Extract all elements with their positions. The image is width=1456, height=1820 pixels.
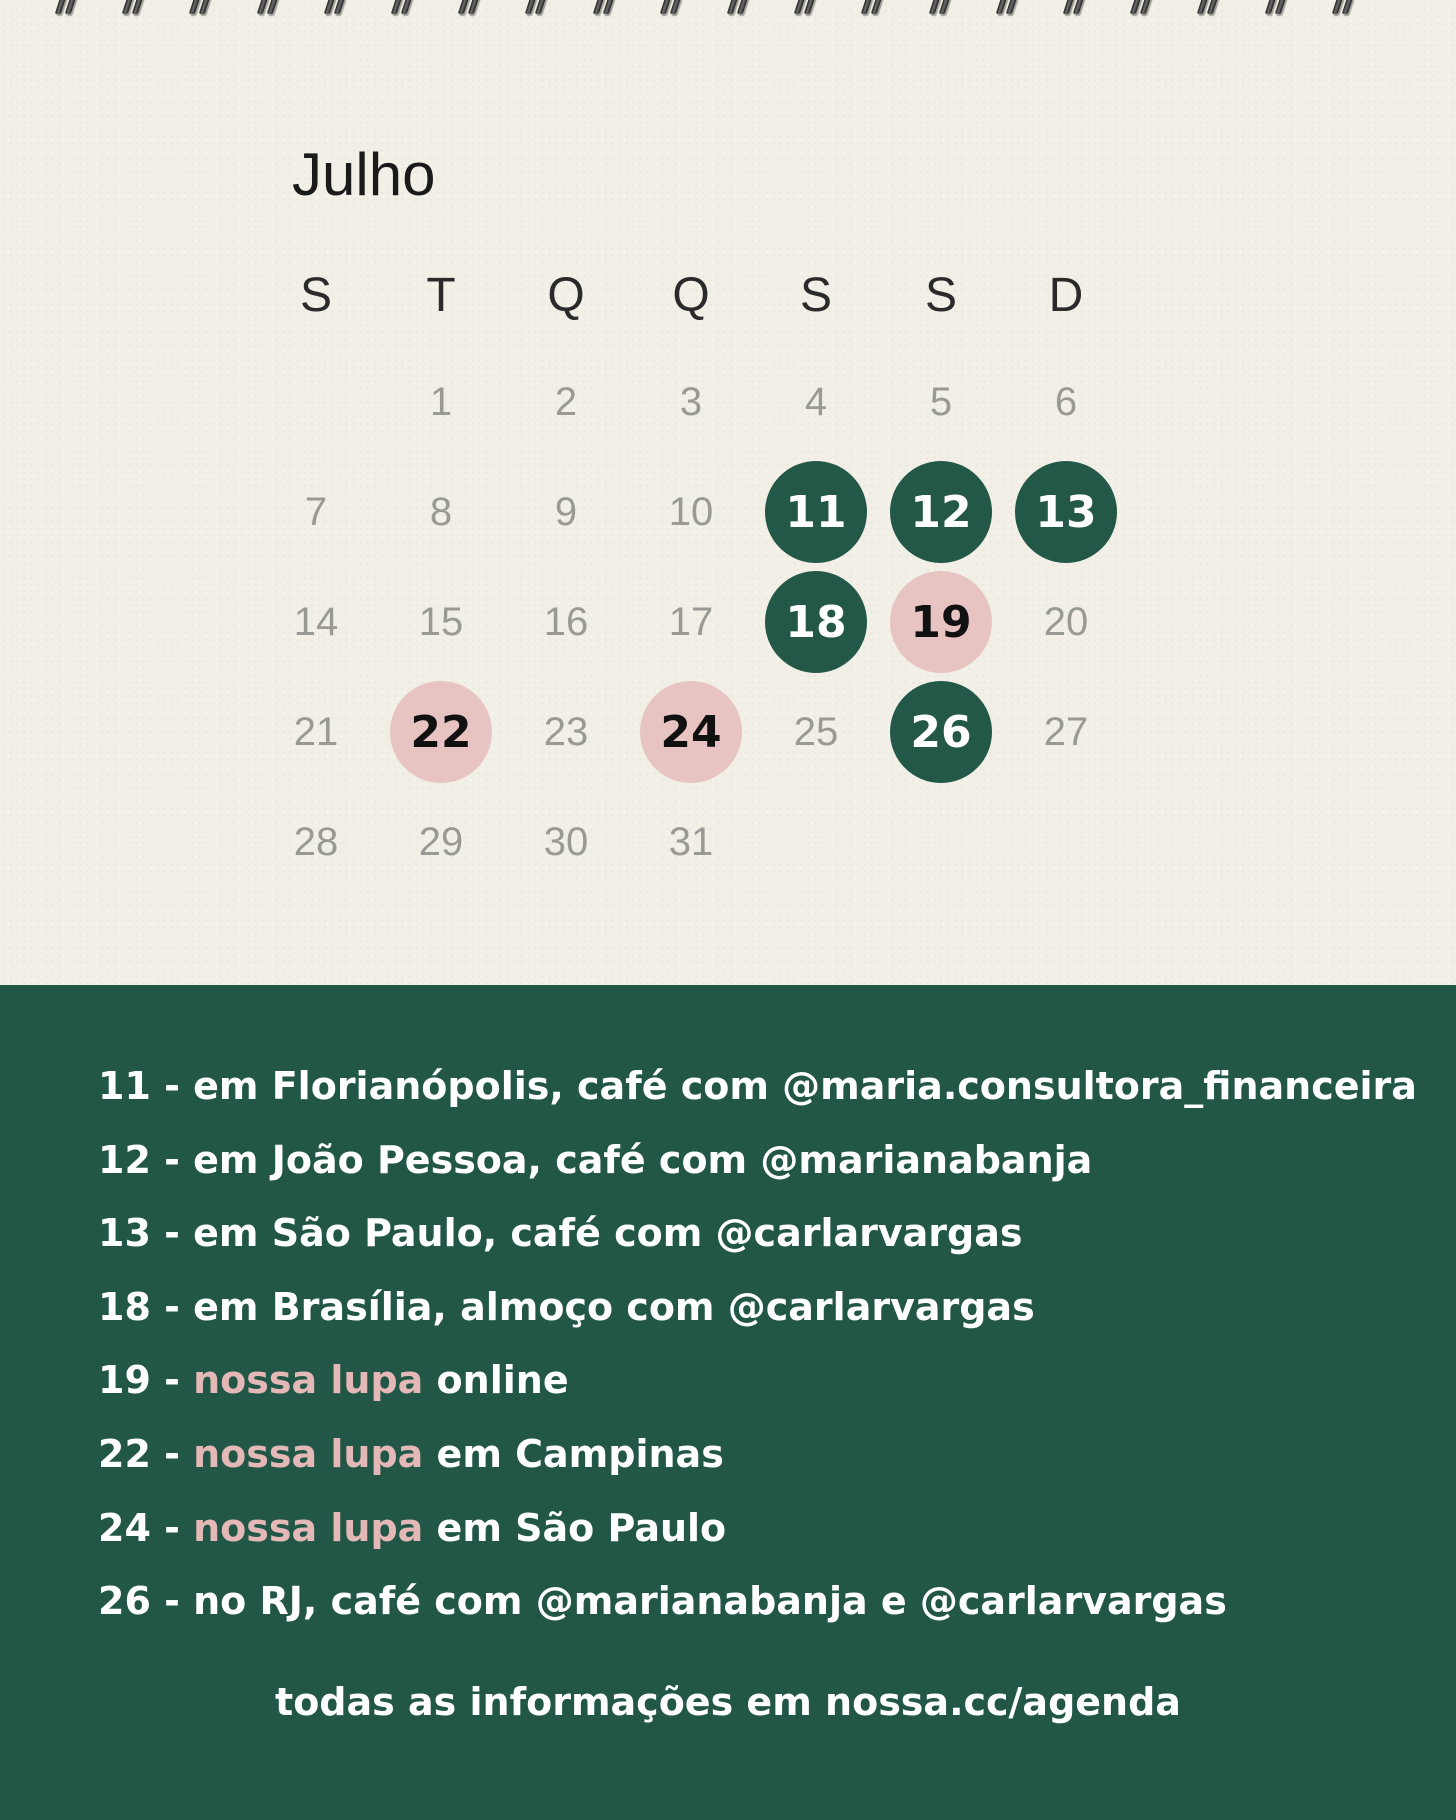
calendar-day-event: 19 — [890, 571, 992, 673]
event-date: 24 - — [98, 1505, 194, 1550]
event-date: 22 - — [98, 1431, 194, 1476]
calendar-day: 14 — [293, 599, 339, 644]
calendar-day: 30 — [543, 819, 589, 864]
event-description: em São Paulo — [423, 1505, 727, 1550]
calendar-day: 9 — [554, 489, 578, 534]
event-item — [98, 1058, 1418, 1132]
event-description: em Florianópolis, café com @maria.consultora_financeira — [193, 1064, 1417, 1108]
event-description: em João Pessoa, café com @marianabanja — [193, 1137, 1093, 1182]
calendar-day-event: 12 — [890, 461, 992, 563]
month-title: Julho — [292, 141, 436, 208]
calendar-day: 2 — [554, 379, 578, 424]
event-date: 11 - — [98, 1064, 194, 1108]
event-item — [98, 1279, 1418, 1353]
calendar-day: 5 — [929, 379, 953, 424]
calendar-day: 7 — [304, 489, 328, 534]
event-description: em Brasília, almoço com @carlarvargas — [193, 1284, 1035, 1329]
calendar-day: 8 — [429, 489, 453, 534]
event-date: 12 - — [98, 1137, 194, 1182]
weekday-label: S — [299, 269, 332, 322]
weekday-label: D — [1048, 269, 1084, 322]
weekday-label: T — [426, 269, 456, 322]
calendar-day-event: 18 — [765, 571, 867, 673]
calendar-day: 29 — [418, 819, 464, 864]
calendar-day: 17 — [668, 599, 714, 644]
footer-link-text: todas as informações em nossa.cc/agenda — [275, 1680, 1181, 1724]
event-item — [98, 1352, 1418, 1426]
calendar-day-event: 13 — [1015, 461, 1117, 563]
event-item — [98, 1500, 1418, 1574]
event-date: 26 - — [98, 1579, 194, 1624]
calendar-day: 1 — [429, 379, 453, 424]
event-item — [98, 1132, 1418, 1206]
event-item — [98, 1426, 1418, 1500]
calendar-day: 31 — [668, 819, 714, 864]
calendar-day-event: 22 — [390, 681, 492, 783]
event-description: em Campinas — [423, 1431, 724, 1476]
calendar-day: 28 — [293, 819, 339, 864]
calendar-day-event: 24 — [640, 681, 742, 783]
calendar-day: 25 — [793, 709, 839, 754]
calendar-day: 10 — [668, 489, 714, 534]
event-highlight: nossa lupa — [193, 1358, 424, 1403]
calendar-day-event: 26 — [890, 681, 992, 783]
weekday-label: S — [924, 269, 957, 322]
calendar-day: 3 — [679, 379, 703, 424]
event-highlight: nossa lupa — [193, 1505, 424, 1550]
event-highlight: nossa lupa — [193, 1431, 424, 1476]
weekday-label: Q — [547, 269, 585, 322]
calendar-day: 4 — [804, 379, 828, 424]
event-date: 18 - — [98, 1284, 194, 1329]
calendar-day: 6 — [1054, 379, 1078, 424]
event-date: 19 - — [98, 1358, 194, 1403]
calendar-day: 21 — [293, 709, 339, 754]
calendar-day: 23 — [543, 709, 589, 754]
event-list — [98, 1058, 1418, 1647]
calendar-day-event: 11 — [765, 461, 867, 563]
event-description: em São Paulo, café com @carlarvargas — [193, 1211, 1023, 1256]
calendar-day: 27 — [1043, 709, 1089, 754]
event-date: 13 - — [98, 1211, 194, 1256]
calendar-day: 16 — [543, 599, 589, 644]
event-description: online — [423, 1358, 569, 1403]
calendar-grid — [0, 0, 1456, 900]
weekday-label: S — [799, 269, 832, 322]
calendar-day: 15 — [418, 599, 464, 644]
weekday-label: Q — [672, 269, 710, 322]
event-description: no RJ, café com @marianabanja e @carlarvargas — [193, 1579, 1227, 1624]
event-item — [98, 1205, 1418, 1279]
event-item — [98, 1573, 1418, 1647]
calendar-day: 20 — [1043, 599, 1089, 644]
